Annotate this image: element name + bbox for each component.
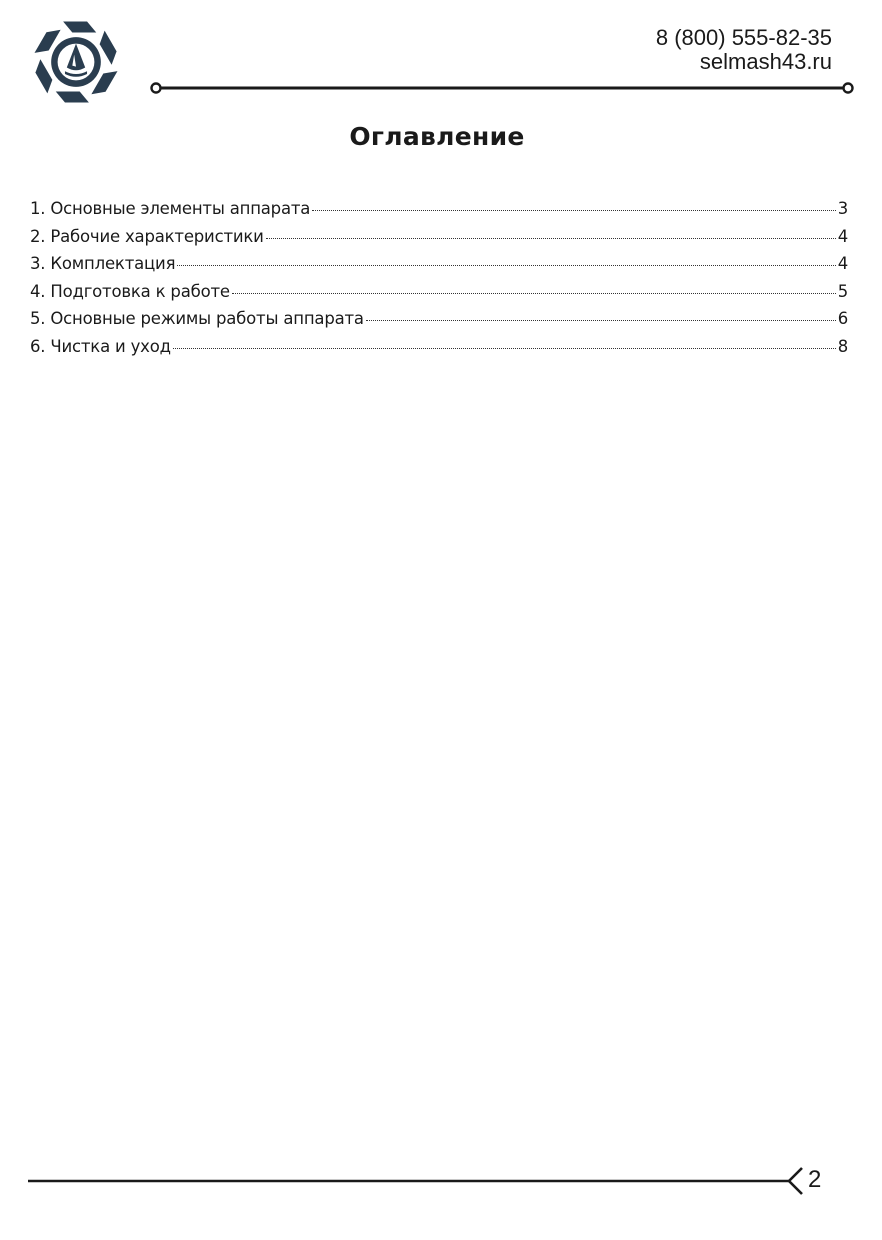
dot-leader [366, 320, 836, 321]
toc-entry-5[interactable] [30, 309, 848, 337]
dot-leader [266, 238, 836, 239]
page-number: 2 [808, 1166, 822, 1193]
toc-entry-label: 2. Рабочие характеристики [30, 226, 264, 246]
dot-leader [312, 210, 835, 211]
gear-drop-logo-icon [30, 16, 122, 108]
toc-entry-page: 5 [837, 281, 848, 301]
toc-entry-label: 6. Чистка и уход [30, 336, 171, 356]
toc-entry-page: 4 [837, 226, 848, 246]
header-divider [150, 80, 854, 96]
toc-entry-label: 1. Основные элементы аппарата [30, 199, 311, 218]
toc-entry-3[interactable] [30, 254, 848, 282]
dot-leader [173, 348, 836, 349]
toc-entry-1[interactable] [30, 199, 848, 227]
page-title: Оглавление [349, 122, 525, 151]
dot-leader [232, 293, 836, 294]
toc-entry-page: 3 [837, 199, 848, 218]
toc-entry-4[interactable] [30, 282, 848, 310]
table-of-contents [30, 199, 848, 365]
footer-divider [28, 1164, 808, 1198]
toc-entry-2[interactable] [30, 227, 848, 255]
toc-entry-page: 8 [837, 336, 848, 356]
dot-leader [177, 265, 835, 266]
toc-entry-6[interactable] [30, 337, 848, 365]
toc-entry-page: 4 [837, 254, 848, 274]
contact-info [656, 26, 832, 74]
toc-entry-label: 5. Основные режимы работы аппарата [30, 309, 364, 329]
toc-entry-page: 6 [837, 309, 848, 329]
website-link[interactable]: selmash43.ru [699, 49, 832, 74]
phone-number: 8 (800) 555-82-35 [655, 25, 832, 50]
toc-entry-label: 3. Комплектация [30, 254, 176, 274]
toc-entry-label: 4. Подготовка к работе [30, 281, 230, 301]
